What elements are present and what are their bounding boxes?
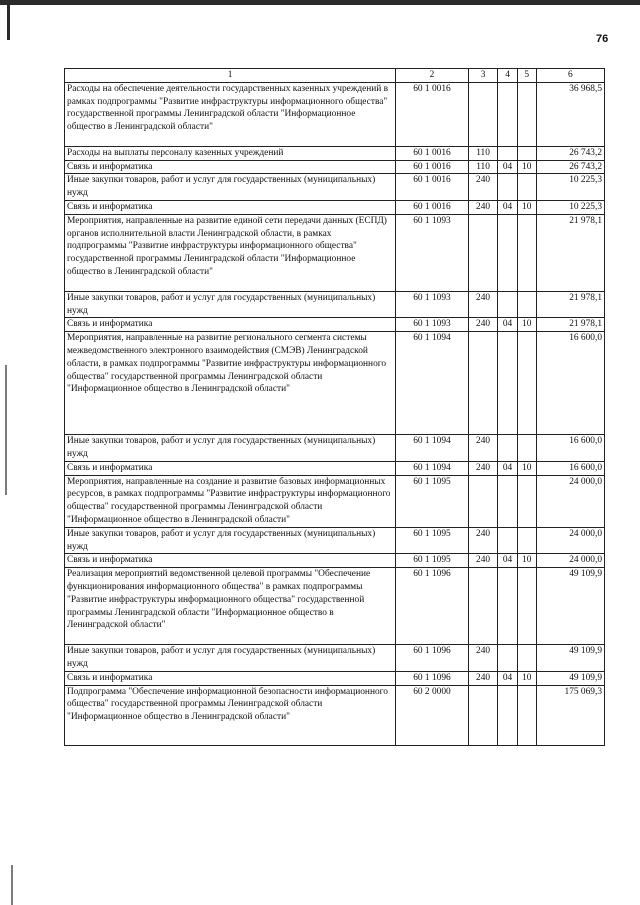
section-cell (498, 475, 517, 527)
subsection-cell (517, 568, 536, 645)
table-row (65, 671, 605, 685)
expense-type-cell (468, 214, 498, 291)
amount-cell: 10 225,3 (536, 174, 604, 201)
table-row (65, 461, 605, 475)
section-cell (498, 685, 517, 745)
header-cell: 6 (536, 69, 604, 83)
section-cell (498, 291, 517, 318)
section-cell: 04 (498, 160, 517, 174)
amount-cell: 175 069,3 (536, 685, 604, 745)
expense-type-cell (468, 685, 498, 745)
section-cell (498, 568, 517, 645)
scan-margin-mark (11, 865, 13, 905)
expense-type-cell: 240 (468, 645, 498, 672)
section-cell (498, 146, 517, 160)
table-row (65, 318, 605, 332)
table-row (65, 475, 605, 527)
row-name-cell: Иные закупки товаров, работ и услуг для государственных (муниципальных) нужд (65, 527, 396, 554)
amount-cell: 26 743,2 (536, 146, 604, 160)
row-name-cell: Подпрограмма "Обеспечение информационной безопасности информационного общества" государственной программы Ленинградской области "Информационное общество в Ленинградской области" (65, 685, 396, 745)
amount-cell: 49 109,9 (536, 671, 604, 685)
row-name-cell: Мероприятия, направленные на создание и развитие базовых информационных ресурсов, в рамках подпрограммы "Развитие инфраструктуры информационного общества" государственной программы Ленинградской области "Информационное общество в Ленинградской области" (65, 475, 396, 527)
section-cell (498, 435, 517, 462)
header-cell: 2 (396, 69, 468, 83)
expense-type-cell (468, 332, 498, 435)
section-cell: 04 (498, 318, 517, 332)
subsection-cell (517, 435, 536, 462)
table-row (65, 685, 605, 745)
target-article-cell: 60 1 1095 (396, 527, 468, 554)
row-name-cell: Связь и информатика (65, 671, 396, 685)
section-cell (498, 214, 517, 291)
row-name-cell: Связь и информатика (65, 318, 396, 332)
row-name-cell: Иные закупки товаров, работ и услуг для государственных (муниципальных) нужд (65, 435, 396, 462)
amount-cell: 24 000,0 (536, 554, 604, 568)
subsection-cell (517, 475, 536, 527)
subsection-cell (517, 174, 536, 201)
header-cell: 1 (65, 69, 396, 83)
amount-cell: 26 743,2 (536, 160, 604, 174)
target-article-cell: 60 1 0016 (396, 200, 468, 214)
expense-type-cell: 240 (468, 435, 498, 462)
subsection-cell (517, 685, 536, 745)
target-article-cell: 60 1 1096 (396, 568, 468, 645)
table-row (65, 146, 605, 160)
target-article-cell: 60 2 0000 (396, 685, 468, 745)
row-name-cell: Связь и информатика (65, 200, 396, 214)
table-row (65, 82, 605, 146)
table-row (65, 645, 605, 672)
subsection-cell: 10 (517, 671, 536, 685)
row-name-cell: Расходы на выплаты персоналу казенных учреждений (65, 146, 396, 160)
expense-type-cell: 240 (468, 291, 498, 318)
row-name-cell: Мероприятия, направленные на развитие единой сети передачи данных (ЕСПД) органов исполнительной власти Ленинградской области, в рамках подпрограммы "Развитие инфраструктуры информационного общества" государственной программы Ленинградской области "Информационное общество в Ленинградской области" (65, 214, 396, 291)
amount-cell: 10 225,3 (536, 200, 604, 214)
section-cell (498, 645, 517, 672)
expense-type-cell: 240 (468, 671, 498, 685)
subsection-cell: 10 (517, 554, 536, 568)
section-cell (498, 527, 517, 554)
target-article-cell: 60 1 0016 (396, 146, 468, 160)
subsection-cell: 10 (517, 200, 536, 214)
target-article-cell: 60 1 0016 (396, 82, 468, 146)
subsection-cell: 10 (517, 160, 536, 174)
amount-cell: 21 978,1 (536, 214, 604, 291)
section-cell (498, 174, 517, 201)
expense-type-cell: 240 (468, 318, 498, 332)
amount-cell: 16 600,0 (536, 461, 604, 475)
row-name-cell: Связь и информатика (65, 461, 396, 475)
subsection-cell (517, 645, 536, 672)
section-cell: 04 (498, 200, 517, 214)
subsection-cell (517, 291, 536, 318)
target-article-cell: 60 1 1096 (396, 645, 468, 672)
section-cell: 04 (498, 671, 517, 685)
target-article-cell: 60 1 1096 (396, 671, 468, 685)
row-name-cell: Иные закупки товаров, работ и услуг для государственных (муниципальных) нужд (65, 174, 396, 201)
table-row (65, 527, 605, 554)
table-row (65, 568, 605, 645)
amount-cell: 49 109,9 (536, 568, 604, 645)
expense-type-cell: 110 (468, 146, 498, 160)
row-name-cell: Реализация мероприятий ведомственной целевой программы "Обеспечение функционирования информационного общества" в рамках подпрограммы "Развитие инфраструктуры информационного общества" государственной программы Ленинградской области "Информационное общество в Ленинградской области" (65, 568, 396, 645)
page-number: 76 (596, 33, 609, 45)
row-name-cell: Иные закупки товаров, работ и услуг для государственных (муниципальных) нужд (65, 645, 396, 672)
table-header-row (65, 69, 605, 83)
scan-left-mark (7, 0, 10, 40)
table-row (65, 332, 605, 435)
subsection-cell (517, 527, 536, 554)
amount-cell: 16 600,0 (536, 435, 604, 462)
table-row (65, 554, 605, 568)
table-row (65, 174, 605, 201)
table-row (65, 200, 605, 214)
header-cell: 4 (498, 69, 517, 83)
subsection-cell (517, 332, 536, 435)
amount-cell: 21 978,1 (536, 291, 604, 318)
expense-type-cell (468, 475, 498, 527)
subsection-cell: 10 (517, 318, 536, 332)
row-name-cell: Связь и информатика (65, 160, 396, 174)
target-article-cell: 60 1 1094 (396, 332, 468, 435)
expense-type-cell (468, 82, 498, 146)
row-name-cell: Мероприятия, направленные на развитие регионального сегмента системы межведомственного электронного взаимодействия (СМЭВ) Ленинградской области, в рамках подпрограммы "Развитие инфраструктуры информационного общества" государственной программы Ленинградской области "Информационное общество в Ленинградской области" (65, 332, 396, 435)
target-article-cell: 60 1 0016 (396, 160, 468, 174)
expense-type-cell: 240 (468, 461, 498, 475)
header-cell: 3 (468, 69, 498, 83)
target-article-cell: 60 1 1094 (396, 435, 468, 462)
expense-type-cell: 240 (468, 200, 498, 214)
section-cell (498, 82, 517, 146)
expense-type-cell: 240 (468, 174, 498, 201)
expense-type-cell (468, 568, 498, 645)
target-article-cell: 60 1 1093 (396, 214, 468, 291)
scan-margin-mark (5, 365, 7, 495)
table-row (65, 214, 605, 291)
section-cell: 04 (498, 461, 517, 475)
scan-top-border (0, 0, 640, 5)
row-name-cell: Иные закупки товаров, работ и услуг для государственных (муниципальных) нужд (65, 291, 396, 318)
expense-type-cell: 110 (468, 160, 498, 174)
target-article-cell: 60 1 0016 (396, 174, 468, 201)
target-article-cell: 60 1 1093 (396, 291, 468, 318)
table-row (65, 160, 605, 174)
target-article-cell: 60 1 1094 (396, 461, 468, 475)
amount-cell: 49 109,9 (536, 645, 604, 672)
section-cell: 04 (498, 554, 517, 568)
header-cell: 5 (517, 69, 536, 83)
amount-cell: 16 600,0 (536, 332, 604, 435)
amount-cell: 24 000,0 (536, 527, 604, 554)
row-name-cell: Связь и информатика (65, 554, 396, 568)
target-article-cell: 60 1 1095 (396, 475, 468, 527)
target-article-cell: 60 1 1093 (396, 318, 468, 332)
expense-type-cell: 240 (468, 554, 498, 568)
amount-cell: 36 968,5 (536, 82, 604, 146)
budget-table (64, 68, 605, 746)
subsection-cell: 10 (517, 461, 536, 475)
amount-cell: 24 000,0 (536, 475, 604, 527)
target-article-cell: 60 1 1095 (396, 554, 468, 568)
subsection-cell (517, 82, 536, 146)
subsection-cell (517, 214, 536, 291)
table-row (65, 435, 605, 462)
row-name-cell: Расходы на обеспечение деятельности государственных казенных учреждений в рамках подпрограммы "Развитие инфраструктуры информационного общества" государственной программы Ленинградской области "Информационное общество в Ленинградской области" (65, 82, 396, 146)
section-cell (498, 332, 517, 435)
table-row (65, 291, 605, 318)
subsection-cell (517, 146, 536, 160)
amount-cell: 21 978,1 (536, 318, 604, 332)
expense-type-cell: 240 (468, 527, 498, 554)
